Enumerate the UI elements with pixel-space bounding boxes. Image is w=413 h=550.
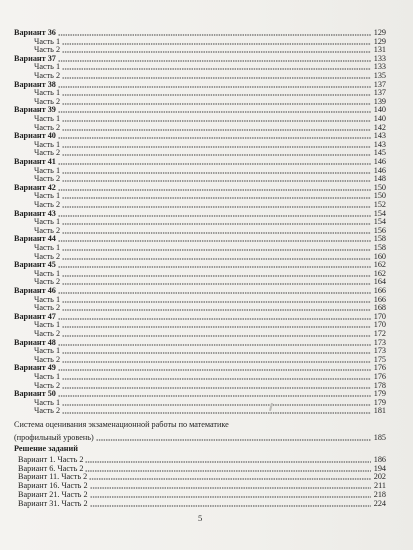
leader-dots: [62, 305, 371, 311]
entry-label: Часть 2: [34, 45, 61, 55]
entry-label: Вариант 1. Часть 2: [18, 455, 84, 464]
entry-label: Часть 1: [34, 268, 61, 278]
entry-label: Часть 1: [34, 372, 61, 381]
entry-label: Часть 2: [34, 251, 61, 261]
entry-label: Часть 1: [34, 165, 61, 175]
page-number: 170: [373, 311, 386, 321]
page-number: 156: [373, 225, 386, 235]
leader-dots: [58, 30, 371, 36]
page-number: 139: [373, 96, 386, 106]
entry-label: Вариант 47: [14, 311, 56, 321]
entry-label: Вариант 39: [14, 105, 56, 115]
leader-dots: [58, 82, 371, 88]
entry-label: Вариант 48: [14, 337, 56, 347]
page-footer-number: 5: [198, 513, 203, 523]
leader-dots: [62, 150, 371, 156]
leader-dots: [85, 466, 371, 472]
toc-entry-system[interactable]: [14, 433, 386, 442]
leader-dots: [58, 159, 371, 165]
leader-dots: [62, 228, 371, 234]
leader-dots: [62, 219, 371, 225]
leader-dots: [62, 64, 371, 70]
toc-entry-solution[interactable]: [18, 464, 386, 473]
entry-label: Часть 1: [34, 397, 61, 407]
page-number: 162: [373, 268, 386, 278]
entry-label: Вариант 41: [14, 157, 56, 166]
page-number: 135: [373, 71, 386, 80]
leader-dots: [62, 193, 371, 199]
entry-label: Часть 1: [34, 191, 61, 201]
page-number: 179: [373, 397, 386, 407]
entry-label: Вариант 21. Часть 2: [18, 489, 88, 499]
leader-dots: [58, 391, 371, 397]
page-number: 168: [373, 303, 386, 313]
leader-dots: [62, 176, 371, 182]
leader-dots: [62, 357, 371, 363]
page-number: 166: [373, 294, 386, 304]
page-number: 146: [373, 165, 386, 175]
page-number: 137: [373, 88, 386, 98]
page-number: 172: [373, 329, 386, 338]
leader-dots: [90, 483, 371, 489]
entry-label: Часть 2: [34, 71, 61, 80]
leader-dots: [62, 297, 371, 303]
leader-dots: [58, 107, 371, 113]
entry-label: Часть 2: [34, 303, 61, 313]
toc-entry-solution[interactable]: [18, 499, 386, 508]
page-number: 202: [373, 472, 386, 482]
leader-dots: [62, 408, 371, 414]
entry-label: Часть 1: [34, 217, 61, 227]
leader-dots: [62, 400, 371, 406]
solutions-title: Решение заданий: [14, 444, 78, 453]
entry-label: Часть 2: [34, 406, 61, 416]
page-number: 158: [373, 243, 386, 252]
page-number: 148: [373, 174, 386, 184]
entry-label: Вариант 44: [14, 234, 56, 244]
leader-dots: [62, 331, 371, 337]
leader-dots: [62, 202, 371, 208]
entry-label: Часть 2: [34, 380, 61, 390]
page-number: 176: [373, 363, 386, 373]
leader-dots: [62, 383, 371, 389]
leader-dots: [62, 271, 371, 277]
entry-label: Часть 1: [34, 88, 61, 98]
leader-dots: [62, 116, 371, 122]
leader-dots: [62, 348, 371, 354]
entry-label: Часть 1: [34, 114, 61, 123]
entry-label: Вариант 45: [14, 260, 56, 270]
page-number: 160: [373, 251, 386, 261]
page-number: 181: [373, 406, 386, 416]
leader-dots: [58, 288, 371, 294]
entry-label: Вариант 50: [14, 389, 56, 399]
page-number: 143: [373, 139, 386, 149]
page-number: 154: [373, 217, 386, 227]
toc-entry-solution[interactable]: [18, 455, 386, 464]
page-number: 166: [373, 286, 386, 295]
leader-dots: [85, 457, 371, 463]
page-number: 142: [373, 122, 386, 132]
page-number: 185: [373, 433, 386, 442]
page-number: 211: [374, 481, 386, 491]
leader-dots: [62, 254, 371, 260]
leader-dots: [58, 236, 371, 242]
page-number: 154: [373, 208, 386, 218]
toc-entry-part[interactable]: [34, 406, 386, 415]
page-number: 176: [373, 372, 386, 381]
page-number: 158: [373, 234, 386, 244]
page-number: 150: [373, 191, 386, 201]
toc-entry-solution[interactable]: [18, 481, 386, 490]
toc-entry-solution[interactable]: [18, 472, 386, 481]
page-number: 137: [373, 79, 386, 89]
page-number: 133: [373, 62, 386, 72]
page-number: 146: [373, 157, 386, 166]
entry-label: Часть 2: [34, 225, 61, 235]
entry-label: Вариант 31. Часть 2: [18, 498, 88, 508]
leader-dots: [58, 262, 371, 268]
page-number: 175: [373, 354, 386, 364]
entry-label: Вариант 11. Часть 2: [18, 472, 88, 482]
entry-label: Вариант 16. Часть 2: [18, 481, 88, 491]
page-number: 170: [373, 320, 386, 330]
page-number: 178: [373, 380, 386, 390]
page-number: 140: [373, 114, 386, 123]
page-number: 150: [373, 182, 386, 192]
entry-label: Часть 2: [34, 96, 61, 106]
page-number: 179: [373, 389, 386, 399]
entry-label: Часть 1: [34, 36, 61, 46]
leader-dots: [58, 185, 371, 191]
entry-label: Часть 2: [34, 277, 61, 287]
entry-label: Часть 1: [34, 62, 61, 72]
entry-label: Часть 2: [34, 354, 61, 364]
page-number: 152: [373, 200, 386, 209]
leader-dots: [90, 492, 371, 498]
leader-dots: [58, 314, 371, 320]
leader-dots: [58, 56, 371, 62]
leader-dots: [58, 133, 371, 139]
leader-dots: [62, 47, 371, 53]
page-number: 140: [373, 105, 386, 115]
entry-label: Вариант 46: [14, 286, 56, 295]
entry-label: Часть 2: [34, 200, 61, 209]
page-number: 129: [373, 28, 386, 37]
entry-label: Вариант 40: [14, 131, 56, 141]
leader-dots: [58, 365, 371, 371]
system-title-line1: Система оценивания экзаменационной работы по математике: [14, 420, 229, 429]
toc-entry-solution[interactable]: [18, 490, 386, 499]
page-number: 173: [373, 337, 386, 347]
page-number: 224: [373, 498, 386, 508]
entry-label: Вариант 37: [14, 53, 56, 63]
entry-label: Часть 1: [34, 320, 61, 330]
leader-dots: [62, 374, 371, 380]
leader-dots: [96, 435, 371, 441]
entry-label: Вариант 43: [14, 208, 56, 218]
system-title-line2: (профильный уровень): [14, 433, 94, 442]
page-number: 173: [373, 346, 386, 356]
entry-label: Вариант 42: [14, 182, 56, 192]
entry-label: Часть 2: [34, 122, 61, 132]
page-number: 133: [373, 53, 386, 63]
entry-label: Часть 1: [34, 294, 61, 304]
leader-dots: [62, 73, 371, 79]
page-number: 143: [373, 131, 386, 141]
leader-dots: [62, 99, 371, 105]
page-number: 218: [373, 489, 386, 499]
entry-label: Вариант 38: [14, 79, 56, 89]
page-number: 131: [373, 45, 386, 55]
leader-dots: [62, 245, 371, 251]
entry-label: Часть 1: [34, 139, 61, 149]
entry-label: Часть 2: [34, 148, 61, 158]
entry-label: Часть 1: [34, 243, 61, 252]
page-number: 186: [373, 455, 386, 464]
leader-dots: [62, 90, 371, 96]
entry-label: Часть 2: [34, 329, 61, 338]
leader-dots: [58, 340, 371, 346]
leader-dots: [62, 142, 371, 148]
entry-label: Вариант 36: [14, 28, 56, 37]
leader-dots: [62, 322, 371, 328]
entry-label: Вариант 49: [14, 363, 56, 373]
page-number: 162: [373, 260, 386, 270]
leader-dots: [58, 211, 371, 217]
leader-dots: [62, 279, 371, 285]
page-number: 164: [373, 277, 386, 287]
page-number: 194: [373, 463, 386, 473]
leader-dots: [62, 125, 371, 131]
page-number: 129: [373, 36, 386, 46]
leader-dots: [62, 39, 371, 45]
leader-dots: [62, 168, 371, 174]
page-number: 145: [373, 148, 386, 158]
entry-label: Часть 2: [34, 174, 61, 184]
entry-label: Часть 1: [34, 346, 61, 356]
leader-dots: [89, 474, 371, 480]
leader-dots: [90, 501, 371, 507]
entry-label: Вариант 6. Часть 2: [18, 463, 84, 473]
